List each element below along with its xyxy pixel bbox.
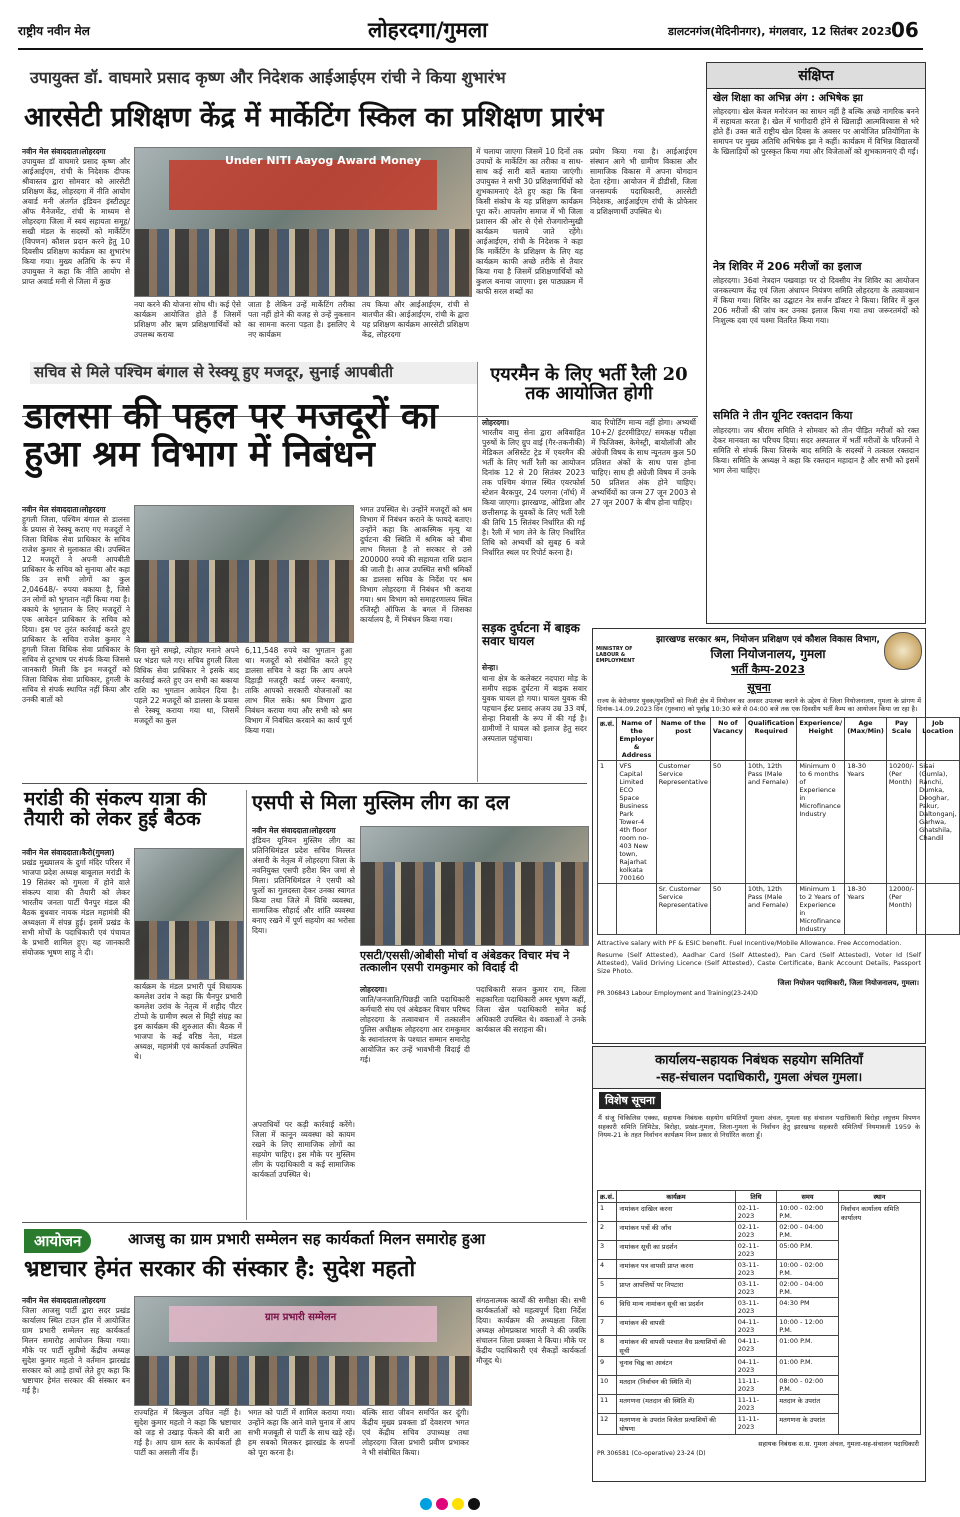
table-cell: 11-11-2023 (735, 1414, 777, 1435)
ad1-intro: राज्य के बेरोजगार युवक/युवतियों को निजी क्षेत्र में नियोजन का अवसर उपलब्ध कराने के उद्देश्य से जिला नियोजनालय, गुमला के प्रांगण में दिनांक-14.09.2023 दिन (गुरुवार) को पूर्वाह्न 10:30 बजे से 04:00 बजे तक एक दिवसीय भर्ती कैम्प का आयोजन किया जा रहा है। (597, 697, 921, 713)
divider (22, 1222, 587, 1223)
table-cell: 05:00 P.M. (777, 1241, 839, 1260)
table-cell (917, 884, 960, 935)
recruitment-ad (592, 628, 957, 1044)
table-cell: विधि मान्य नामांकन सूची का प्रदर्शन (617, 1298, 735, 1317)
table-cell: मतगणना (मतदान की स्थिति में) (617, 1395, 735, 1414)
table-cell: नामांकन सूची का प्रदर्शन (617, 1241, 735, 1260)
table-header-cell: Name of the Employer & Address (617, 718, 656, 761)
masthead (18, 14, 923, 50)
table-cell: 11 (598, 1395, 617, 1414)
a1-text-1: उपायुक्त डॉ वाघमारे प्रसाद कृष्ण और आईआईएम, रांची के निदेशक दीपक श्रीवास्तव द्वारा सोमवार को आरसेटी प्रशिक्षण केंद्र, लोहरदगा में नीति आयोग अवार्ड मनी अंतर्गत इंडियन इंस्टीट्यूट ऑफ मैनेजमेंट, रांची के माध्यम से लोहरदगा जिला में स्वयं सहायता समूह/सखी मंडल के सदस्यों को मार्केटिंग (विपणन) कौशल प्रदान करने हेतु 10 दिवसीय प्रशिक्षण कार्यक्रम का शुभारंभ किया गया। मुख्य अतिथि के रूप में उपायुक्त ने कहा कि नीति आयोग से प्राप्त अवार्ड मनी से जिला में कुछ (22, 157, 130, 286)
a1-text-4: तय किया और आईआईएम, रांची से बातचीत की। आईआईएम, रांची के द्वारा यह प्रशिक्षण कार्यक्रम आरसेटी प्रशिक्षण केंद्र, लोहरदगा (362, 300, 469, 339)
table-cell: 11-11-2023 (735, 1376, 777, 1395)
a8-text-3: भगत को पार्टी में शामिल कराया गया। उन्होंने कहा कि आने वाले चुनाव में आप सभी मजबूती से पार्टी के साथ खड़े रहें। हम सबको मिलकर झारखंड के सपनों को पूरा करना है। (248, 1408, 355, 1457)
ad1-title3: भर्ती कैम्प-2023 (730, 663, 806, 676)
table-header-cell: Experience/ Height (797, 718, 845, 761)
a2-headline: डालसा की पहल पर मजदूरों का हुआ श्रम विभाग में निबंधन (24, 395, 438, 475)
table-cell: Customer Service Representative (656, 761, 710, 884)
a1-headline: आरसेटी प्रशिक्षण केंद्र में मार्केटिंग स्किल का प्रशिक्षण प्रारंभ (24, 102, 604, 133)
table-cell: 10:00 - 02:00 P.M. (777, 1260, 839, 1279)
a2-text-4: भगत उपस्थित थे। उन्होंने मजदूरों को श्रम विभाग में निबंधन कराने के फायदे बताए। उन्होंने कहा कि आकस्मिक मृत्यु या दुर्घटना की स्थिति में श्रमिक को बीमा लाभ मिलता है तो सरकार से उसे 200000 रुपये की सहायता राशि प्रदान की जाती है। आज उपस्थित सभी श्रमिकों का डालसा सचिव के निर्देश पर श्रम विभाग लोहरदगा में निबंधन भी कराया गया। श्रम विभाग को समाहरणालय स्थित रजिस्ट्री ऑफिस के बगल में जिसका कार्यालय है, में निबंधन किया गया। (360, 505, 472, 624)
a2-byline: नवीन मेल संवाददाता।लोहरदगा (22, 505, 106, 514)
table-header-cell: Job Location (917, 718, 960, 761)
a1-text-5: में चलाया जाएगा जिसमें 10 दिनों तक उपायों के मार्केटिंग का तरीका व साथ-साथ कई सारी बातें बताया जाएंगी। उपायुक्त ने सभी 30 प्रशिक्षणार्थियों को शुभकामनाएं देते हुए कहा कि बिना किसी संकोच के यह प्रशिक्षण कार्यक्रम पूरा करें। आपलोग समाज में भी जिला प्रशासन की ओर से ऐसे रोजगारोन्मुखी कार्यक्रम चलाये जाते रहेंगे। आईआईएम, रांची के निदेशक ने कहा कि मार्केटिंग के प्रशिक्षण के लिए यह कार्यक्रम काफी अच्छे तरीके से तैयार किया गया है जिसमें प्रशिक्षणार्थियों को कुशल बनाया जाएगा। इस पाठ्यक्रम में काफी सरल शब्दों का (476, 147, 583, 296)
table-cell: Minimum 1 to 2 Years of Experience in Microfinance Industry (797, 884, 845, 935)
brief-h2: नेत्र शिविर में 206 मरीजों का इलाज (713, 259, 862, 273)
table-cell: 3 (598, 1241, 617, 1260)
table-cell: मतगणना के उपरांत (777, 1414, 839, 1435)
table-cell: नामांकन दाखिल करना (617, 1203, 735, 1222)
a2-text-1: हुगली जिला, पश्चिम बंगाल से डालसा के प्रयास से रेस्क्यू कराए गए मजदूरों ने जिला विधिक सेवा प्राधिकार के सचिव राजेश कुमार से मुलाकात की। उपस्थित 12 मजदूरों ने अपनी आपबीती प्राधिकार के सचिव को सुनाया और कहा कि उन सभी लोगों का कुल 2,04648/- रुपया बकाया है, जिसे उन लोगों को भुगतान नहीं किया गया है। बकाये के भुगतान के लिए मजदूरों ने एक आवेदन प्राधिकार के सचिव को दिया। इस पर तुरंत कार्रवाई करते हुए प्राधिकार के सचिव राजेश कुमार ने हुगली जिला विधिक सेवा प्राधिकार के सचिव से दूरभाष पर संपर्क किया जिससे जानकारी मिली कि इन मजदूरों को जिला विधिक सेवा प्राधिकार, हुगली के सचिव से संपर्क स्थापित नहीं किया और उनकी बातों को (22, 515, 130, 704)
table-cell: 02-11-2023 (735, 1241, 777, 1260)
table-cell: 02-11-2023 (735, 1222, 777, 1241)
table-cell: 03-11-2023 (735, 1279, 777, 1298)
a3-text-2: बाद रिपोर्टिंग मान्य नहीं होगा। अभ्यर्थी 10+2/ इंटरमीडिएट/ समकक्ष परीक्षा में फिजिक्स, केमेस्ट्री, बायोलॉजी और अंग्रेजी विषय के साथ न्यूनतम कुल 50 प्रतिशत अंकों के साथ पास होना चाहिए। साथ ही अंग्रेजी विषय में उनके 50 प्रतिशत अंक होने चाहिए। अभ्यर्थियों का जन्म 27 जून 2003 से 27 जून 2007 के बीच होना चाहिए। (591, 418, 696, 507)
ministry-logo: MINISTRY OF LABOUR & EMPLOYMENT (596, 646, 635, 664)
table-header-cell: तिथि (735, 1191, 777, 1203)
a6-text-2: अपराधियों पर कड़ी कार्रवाई करेंगे। जिला में कानून व्यवस्था को कायम रखने के लिए सामाजिक लोगों का सहयोग चाहिए। इस मौके पर मुस्लिम लीग के पदाधिकारी व कई सामाजिक कार्यकर्ता उपस्थित थे। (252, 1120, 355, 1179)
a1-photo-text: Under NITI Aayog Award Money (225, 154, 422, 167)
table-cell: 10th, 12th Pass (Male and Female) (745, 761, 796, 884)
ad1-sign: जिला नियोजन पदाधिकारी, जिला नियोजनालय, गुमला। (777, 979, 919, 987)
a7-text-1: जाति/जनजाति/पिछड़ी जाति पदाधिकारी कर्मचारी संघ एवं अंबेडकर विचार परिषद लोहरदगा के तत्वावधान में तत्कालीन पुलिस अधीक्षक लोहरदगा आर रामकुमार के स्थानांतरण के पश्चात सम्मान समारोह आयोजित कर उन्हें भावभीनी विदाई दी गई। (360, 995, 470, 1064)
recruitment-table (597, 717, 960, 935)
a8-text-1: जिला आजसु पार्टी द्वारा सदर प्रखंड कार्यालय स्थित टाउन हॉल में आयोजित ग्राम प्रभारी सम्मेलन सह कार्यकर्ता मिलन समारोह आयोजन किया गया। मौके पर पार्टी सुप्रीमो केंद्रीय अध्यक्ष सुदेश कुमार महतो ने वर्तमान झारखंड सरकार को आड़े हाथों लेते हुए कहा कि भ्रष्टाचार हेमंत सरकार की संस्कार बन गई है। (22, 1306, 130, 1395)
page-number: 06 (891, 18, 919, 42)
ad2-notice: विशेष सूचना (599, 1092, 661, 1109)
table-cell: चुनाव चिह्न का आवंटन (617, 1357, 735, 1376)
a2-text-2: बिना सुने समझे, त्योहार मनाने अपने घर भंडरा चले गए। सचिव हुगली जिला विधिक सेवा प्राधिकार ने इसके बाद कार्रवाई करते हुए उन सभी का बकाया राशि का भुगतान आवेदन दिया है। पहले 22 मजदूरों को डालसा के प्रयास से रेस्क्यू कराया गया था, जिसमें मजदूरों का कुल (134, 646, 239, 725)
a3-col1 (482, 418, 585, 628)
table-cell (617, 884, 656, 935)
table-cell: 12 (598, 1414, 617, 1435)
a8-byline: नवीन मेल संवाददाता।लोहरदगा (22, 1296, 106, 1305)
table-cell: 6 (598, 1298, 617, 1317)
table-cell: 03-11-2023 (735, 1298, 777, 1317)
paper-name: राष्ट्रीय नवीन मेल (18, 24, 90, 38)
table-header-cell: क्र.सं. (598, 1191, 617, 1203)
dateline: डालटनगंज(मेदिनीनगर), मंगलवार, 12 सितंबर 2023 (668, 25, 892, 38)
column-rule (477, 362, 478, 782)
a1-kicker: उपायुक्त डॉ. वाघमारे प्रसाद कृष्ण और निदेशक आईआईएम रांची ने किया शुभारंभ (30, 68, 506, 87)
a7-byline: लोहरदगा। (360, 985, 388, 994)
table-header-cell: Age (Max/Min) (845, 718, 887, 761)
table-cell: 10th, 12th Pass (Male and Female) (745, 884, 796, 935)
table-cell: मतगणना के उपरांत विजेता प्रत्याशियों की घोषणा (617, 1414, 735, 1435)
table-cell: नामांकन की वापसी पश्चात वैध प्रत्याशियों की सूची (617, 1336, 735, 1357)
ad2-intro: मैं संजू चिकिलिस एक्का, सहायक निबंधक सहयोग समितियाँ गुमला अंचल, गुमला सह संचालन पदाधिकारी बिरोहा लघुत्तम विपणन सहकारी समिति लिमिटेड, बिरोहा, प्रखंड-गुमला, जिला-गुमला के निर्वाचन हेतु झारखण्ड सहकारी समितियाँ नियमावली 1959 के नियम-21 के तहत निर्वाचन कार्यक्रम निम्न प्रकार से निर्धारित करता हूँ। (598, 1114, 920, 1139)
table-row (598, 761, 960, 884)
a2-col1 (22, 505, 130, 777)
a6-text-1: इंडियन यूनियन मुस्लिम लीग का प्रतिनिधिमंडल प्रदेश सचिव मिल्लत अंसारी के नेतृत्व में लोहरदगा जिला के नवनियुक्त एसपी हरीश बिन जमां से मिला। प्रतिनिधिमंडल ने एसपी को फूलों का गुलदस्ता देकर उनका स्वागत किया तथा जिले में विधि व्यवस्था, सामाजिक सौहार्द और शांति व्यवस्था बनाए रखने में पूर्ण सहयोग का भरोसा दिया। (252, 836, 355, 935)
table-cell: 12000/- (Per Month) (886, 884, 916, 935)
table-cell: मतदान के उपरांत (777, 1395, 839, 1414)
a4-text: थाना क्षेत्र के कलेक्टर नदपारा मोड़ के समीप सड़क दुर्घटना में बाइक सवार युवक घायल हो गया। घायल युवक की पहचान ईस्ट प्रसाद अजय उम्र 33 वर्ष, सेन्हा निवासी के रूप में की गई है। ग्रामीणों ने घायल को इलाज हेतु सदर अस्पताल पहुंचाया। (482, 674, 587, 743)
table-cell: नामांकन पत्रों की जाँच (617, 1222, 735, 1241)
table-cell: नामांकन की वापसी (617, 1317, 735, 1336)
table-cell: 1 (598, 1203, 617, 1222)
table-cell: 02:00 - 04:00 P.M. (777, 1279, 839, 1298)
a5-byline: नवीन मेल संवाददाता।कैरो(गुमला) (22, 848, 115, 857)
table-cell (598, 884, 617, 935)
a6-photo (360, 826, 589, 946)
a3-byline: लोहरदगा। (482, 418, 510, 427)
table-cell: मतदान (निर्वाचन की स्थिति में) (617, 1376, 735, 1395)
a1-text-2: नया करने की योजना सोच थी। कई ऐसे कार्यक्रम आयोजित होते हैं जिसमें प्रशिक्षण और ऋण प्रशिक्षणार्थियों को उपलब्ध कराया (134, 300, 241, 339)
table-cell: निर्वाचन कार्यालय समिति कार्यालय (838, 1203, 920, 1435)
a3-headline: एयरमैन के लिए भर्ती रैली 20 तक आयोजित होगी (490, 364, 688, 404)
ad1-notice: सूचना (747, 681, 771, 694)
a5-text-2: कार्यक्रम के मंडल प्रभारी पूर्व विधायक कमलेश उरांव ने कहा कि चैनपुर प्रभारी कमलेश उरांव के नेतृत्व में शहीद पीटर टोप्पो के ग्रामीण स्थल से मिट्टी संग्रह का इस कार्यक्रम की शुरुआत की। बैठक में भाजपा के कई वरिष्ठ नेता, मंडल अध्यक्ष, महामंत्री एवं कार्यकर्ता उपस्थित थे। (134, 982, 242, 1061)
a4-byline: सेन्हा। (482, 663, 499, 672)
table-cell: 1 (598, 761, 617, 884)
table-header-cell: स्थान (838, 1191, 920, 1203)
a7-headline: एसटी/एससी/ओबीसी मोर्चा व अंबेडकर विचार मंच ने तत्कालीन एसपी रामकुमार को विदाई दी (360, 949, 570, 974)
a6-headline: एसपी से मिला मुस्लिम लीग का दल (252, 790, 510, 814)
table-cell: 01:00 P.M. (777, 1336, 839, 1357)
brief-box (706, 62, 926, 624)
a1-text-3: जाता है लेकिन उन्हें मार्केटिंग तरीका पता नहीं होने की वजह से उन्हें नुकसान का सामना करना पड़ता है। इसलिए ये नए कार्यक्रम (248, 300, 355, 339)
a1-text-6: प्रयोग किया गया है। आईआईएम संस्थान आगे भी ग्रामीण विकास और सामाजिक विकास में अपना योगदान देता रहेगा। आयोजन में डीडीसी, जिला जनसम्पर्क पदाधिकारी, आरसेटी निदेशक, आईआईएम रांची के प्रोफेसर व प्रशिक्षणार्थी उपस्थित थे। (590, 147, 697, 216)
table-header-cell: क्र.सं. (598, 718, 617, 761)
a3-text-1: भारतीय वायु सेना द्वारा अविवाहित पुरुषों के लिए ग्रुप वाई (गैर-तकनीकी) मेडिकल असिस्टेंट ट्रेड में एयरमैन की भर्ती के लिए भर्ती रैली का आयोजन दिनांक 12 से 20 सितंबर 2023 तक पश्चिम बंगाल स्थित एयरफोर्स स्टेशन बैरकपुर, 24 परगना (नॉर्थ) में किया जाएगा। झारखण्ड, ओडिशा और छत्तीसगढ़ के युवकों के लिए भर्ती रैली की तिथि 15 सितंबर निर्धारित की गई है। रैली में भाग लेने के लिए निर्धारित तिथि को अभ्यर्थी को सुबह 6 बजे निर्धारित स्थल पर रिपोर्ट करना है। (482, 428, 585, 557)
table-cell: 18-30 Years (845, 761, 887, 884)
brief-title: संक्षिप्त (707, 63, 925, 89)
ad1-title1: झारखण्ड सरकार श्रम, नियोजन प्रशिक्षण एवं कौशल विकास विभाग, (656, 635, 880, 645)
a4-col (482, 655, 587, 777)
table-cell: 4 (598, 1260, 617, 1279)
registration-marks (420, 1495, 484, 1514)
table-cell: VFS Capital Limited ECO Space Business Park Tower-4 4th floor room no-403 New town, Rajarhat kolkata 700160 (617, 761, 656, 884)
a6-byline: नवीन मेल संवाददाता।लोहरदगा (252, 826, 336, 835)
a1-byline: नवीन मेल संवाददाता।लोहरदगा (22, 147, 106, 156)
table-cell: 02-11-2023 (735, 1203, 777, 1222)
table-cell: 10:00 - 12:00 P.M. (777, 1317, 839, 1336)
table-cell: 9 (598, 1357, 617, 1376)
table-cell: 08:00 - 02:00 P.M. (777, 1376, 839, 1395)
brief-t2: लोहरदगा। 36वां नेत्रदान पखवाड़ा पर दो दिवसीय नेत्र शिविर का आयोजन जनकल्याण केंद्र एवं जिला अंधापन नियंत्रण समिति लोहरदगा के तत्वावधान में किया गया। शिविर का उद्घाटन नेत्र सर्जन डॉक्टर ने किया। शिविर में कुल 206 मरीजों की जांच कर उनका इलाज किया गया तथा जरूरतमंदों को निःशुल्क दवा एवं चश्मा वितरित किया गया। (713, 276, 919, 326)
divider (22, 783, 587, 784)
emblem-icon (884, 632, 922, 670)
a7-col1 (360, 985, 470, 1218)
a2-kicker: सचिव से मिले पश्चिम बंगाल से रेस्क्यू हुए मजदूर, सुनाई आपबीती (30, 362, 478, 384)
a2-photo (134, 505, 354, 643)
ad2-pr: PR 306581 (Co-operative) 23-24 (D) (597, 1450, 706, 1457)
brief-h1: खेल शिक्षा का अभिन्न अंग : अभिषेक झा (713, 93, 863, 104)
table-cell: नामांकन पत्र वापसी प्राप्त करना (617, 1260, 735, 1279)
table-cell: 10200/- (Per Month) (886, 761, 916, 884)
table-cell: 10 (598, 1376, 617, 1395)
table-header-cell: Qualification Required (745, 718, 796, 761)
a8-kicker: आजसु का ग्राम प्रभारी सम्मेलन सह कार्यकर्ता मिलन समारोह हुआ (128, 1230, 486, 1248)
ad1-pr: PR 306843 Labour Employment and Training(23-24)D (597, 990, 758, 997)
table-cell: Minimum 0 to 6 months of Experience in Microfinance Industry (797, 761, 845, 884)
a8-col1 (22, 1296, 130, 1486)
table-cell: 5 (598, 1279, 617, 1298)
table-header-cell: Name of the post (656, 718, 710, 761)
a8-text-2: राज्यहित में बिल्कुल उचित नहीं है। सुदेश कुमार महतो ने कहा कि भ्रष्टाचार को जड़ से उखाड़ फेंकने की बारी आ गई है। आप ग्राम स्तर के कार्यकर्ता ही पार्टी का असली नींव हैं। (134, 1408, 241, 1457)
a4-headline: सड़क दुर्घटना में बाइक सवार घायल (482, 621, 580, 648)
table-cell: 02:00 - 04:00 P.M. (777, 1222, 839, 1241)
table-cell: 50 (710, 761, 745, 884)
ad2-title1: कार्यालय-सहायक निबंधक सहयोग समितियाँ (655, 1053, 863, 1068)
a1-photo (134, 147, 472, 297)
table-header-cell: समय (777, 1191, 839, 1203)
a8-photo (134, 1296, 472, 1406)
table-cell: 8 (598, 1336, 617, 1357)
table-cell: 2 (598, 1222, 617, 1241)
a8-tag: आयोजन (24, 1229, 91, 1253)
section-title: लोहरदगा/गुमला (368, 17, 488, 42)
table-cell: 04:30 PM (777, 1298, 839, 1317)
table-cell: 04-11-2023 (735, 1357, 777, 1376)
a5-headline: मरांडी की संकल्प यात्रा की तैयारी को लेकर हुई बैठक (24, 788, 207, 830)
a8-text-5: संगठनात्मक कार्यों की समीक्षा की। सभी कार्यकर्ताओं को महत्वपूर्ण दिशा निर्देश दिया। कार्यक्रम की अध्यक्षता जिला अध्यक्ष ओमप्रकाश भारती ने की जबकि संचालन जिला प्रवक्ता ने किया। मौके पर केंद्रीय पदाधिकारी एवं सैकड़ों कार्यकर्ता मौजूद थे। (476, 1296, 586, 1365)
table-cell: 03-11-2023 (735, 1260, 777, 1279)
ad2-title2: -सह-संचालन पदाधिकारी, गुमला अंचल गुमला। (655, 1070, 863, 1084)
table-row (598, 884, 960, 935)
table-cell: Sisai (Gumla), Ranchi, Dumka, Deoghar, Pakur, Daltonganj, Garhwa, Ghatshila, Chandil (917, 761, 960, 884)
column-rule (246, 790, 247, 1220)
table-cell: Sr. Customer Service Representative (656, 884, 710, 935)
cooperative-ad (592, 1046, 926, 1482)
a7-text-2: पदाधिकारी सजन कुमार राम, जिला सहकारिता पदाधिकारी अमर भूषण कहीं, जिला खेल पदाधिकारी समेत कई अधिकारी उपस्थित थे। वक्ताओं ने उनके कार्यकाल की सराहना की। (476, 985, 586, 1034)
table-header-cell: No of Vacancy (710, 718, 745, 761)
a8-photo-text: ग्राम प्रभारी सम्मेलन (265, 1312, 337, 1323)
ad2-sign: सहायक निबंधक स.स. गुमला अंचल, गुमला-सह-संचालन पदाधिकारी (758, 1440, 919, 1448)
table-cell: 11-11-2023 (735, 1395, 777, 1414)
election-schedule-table (597, 1190, 921, 1435)
ad1-title2: जिला नियोजनालय, गुमला (710, 647, 826, 661)
ad1-docs: Resume (Self Attested), Aadhar Card (Self Attested), Pan Card (Self Attested), Voter Id (Self Attested), Valid Driving Licence (Self Attested), Caste Certificate, Bank Account Details, Passport Size Photo. (597, 951, 921, 975)
a8-headline: भ्रष्टाचार हेमंत सरकार की संस्कार है: सुदेश महतो (24, 1256, 416, 1282)
table-cell: 10:00 - 02:00 P.M. (777, 1203, 839, 1222)
a8-text-4: बल्कि सारा जीवन समर्पित कर दूंगी। केंद्रीय मुख्य प्रवक्ता डॉ देवशरण भगत एवं केंद्रीय सचिव उपाध्यक्ष तथा लोहरदगा जिला प्रभारी प्रवीण प्रभाकर ने भी संबोधित किया। (362, 1408, 469, 1457)
table-cell: 18-30 Years (845, 884, 887, 935)
brief-h3: समिति ने तीन यूनिट रक्तदान किया (713, 409, 853, 423)
a5-text-1: प्रखंड मुख्यालय के दुर्गा मंदिर परिसर में भाजपा प्रदेश अध्यक्ष बाबूलाल मरांडी के 19 सितंबर को गुमला में होने वाले संकल्प यात्रा की तैयारी को लेकर भारतीय जनता पार्टी चैनपुर मंडल की बैठक बुधवार नायक मंडल महामंत्री की अध्यक्षता में संपन्न हुई। इसमें प्रखंड के सभी मोर्चों के पदाधिकारी एवं पंचायत के प्रभारी शामिल हुए। यह जानकारी संयोजक भूषण साहु ने दी। (22, 858, 130, 957)
table-cell: 50 (710, 884, 745, 935)
table-header-cell: कार्यक्रम (617, 1191, 735, 1203)
brief-t3: लोहरदगा। जय श्रीराम समिति ने सोमवार को तीन पीड़ित मरीजों को रक्त देकर मानवता का परिचय दिया। सदर अस्पताल में भर्ती मरीजों के परिजनों ने समिति से संपर्क किया जिसके बाद समिति के सदस्यों ने तत्काल रक्तदान किया। समिति के अध्यक्ष ने कहा कि रक्तदान महादान है और सभी को इसमें भाग लेना चाहिए। (713, 425, 919, 475)
a5-col1 (22, 848, 130, 1218)
table-cell: 04-11-2023 (735, 1317, 777, 1336)
table-cell: 04-11-2023 (735, 1336, 777, 1357)
ad1-perks: Attractive salary with PF & ESIC benefit. Fuel Incentive/Mobile Allowance. Free Accomodation. (597, 939, 902, 947)
table-header-cell: Pay Scale (886, 718, 916, 761)
a2-text-3: 6,11,548 रुपये का भुगतान हुआ था। मजदूरों को संबोधित करते हुए डालसा सचिव ने कहा कि आप अपने दिहाड़ी मजदूरी कार्ड जरूर बनवाएं, ताकि आपको सरकारी योजनाओं का लाभ मिल सके। श्रम विभाग द्वारा निबंधन कराया गया और सभी को श्रम विभाग में निबंधित करवाने का कार्य पूर्ण किया गया। (245, 646, 352, 735)
table-row (598, 1203, 921, 1222)
table-cell: प्राप्त आपत्तियों पर निपटारा (617, 1279, 735, 1298)
table-cell: 7 (598, 1317, 617, 1336)
table-cell: 01:00 P.M. (777, 1357, 839, 1376)
brief-t1: लोहरदगा। खेल केवल मनोरंजन का साधन नहीं है बल्कि अच्छे नागरिक बनने में सहायता करता है। खेल में भागीदारी होने से खिलाड़ी आत्मविश्वास से भरे होते हैं। उक्त बातें राष्ट्रीय खेल दिवस के अवसर पर आयोजित प्रतियोगिता के समापन पर मुख्य अतिथि अभिषेक झा ने कहीं। कार्यक्रम में विभिन्न विद्यालयों के खिलाड़ियों को पुरस्कृत किया गया और विजेताओं को शुभकामनाएं दी गईं। (713, 106, 919, 156)
a5-photo (134, 848, 244, 980)
